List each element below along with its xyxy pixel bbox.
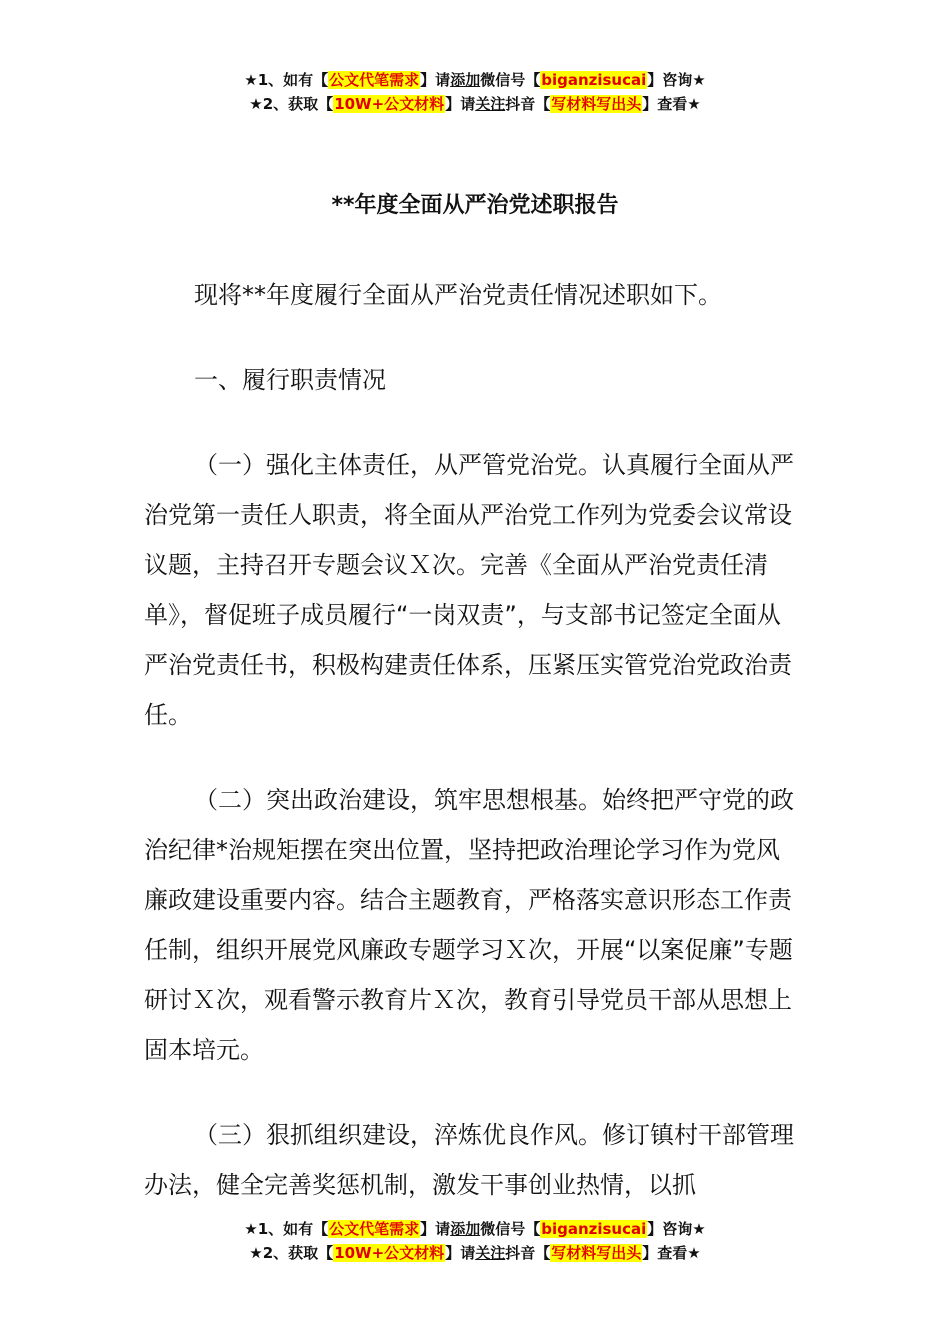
banner-text: 】请: [420, 71, 451, 89]
banner-text: 】请: [445, 95, 476, 113]
banner-highlight: 10W+公文材料: [334, 95, 445, 113]
banner-douyin-name: 写材料写出头: [551, 1244, 642, 1262]
section-heading: [144, 355, 800, 405]
paragraph-1: [144, 440, 800, 740]
banner-line-2: [0, 92, 950, 116]
banner-text: 】咨询★: [647, 71, 706, 89]
banner-highlight: 10W+公文材料: [334, 1244, 445, 1262]
paragraph-2: [144, 775, 800, 1075]
banner-text: 抖音【: [505, 95, 551, 113]
banner-underline: 关注: [475, 95, 506, 113]
banner-text: 】请: [445, 1244, 476, 1262]
paragraph-2-text: （二）突出政治建设，筑牢思想根基。始终把严守党的政治纪律*治规矩摆在突出位置，坚持把政治理论学习作为党风廉政建设重要内容。结合主题教育，严格落实意识形态工作责任制，组织开展党风廉政专题学习Ｘ次，开展“以案促廉”专题研讨Ｘ次，观看警示教育片Ｘ次，教育引导党员干部从思想上固本培元。: [144, 786, 794, 1064]
banner-text: 】请: [420, 1220, 451, 1238]
banner-underline: 关注: [475, 1244, 506, 1262]
banner-text: ★2、获取【: [249, 95, 334, 113]
intro-text: 现将**年度履行全面从严治党责任情况述职如下。: [194, 281, 722, 309]
banner-highlight: 公文代笔需求: [329, 1220, 420, 1238]
banner-wechat-id: biganzisucai: [541, 71, 647, 89]
footer-banner: [0, 1217, 950, 1265]
section-heading-text: 一、履行职责情况: [194, 366, 386, 394]
banner-text: 微信号【: [480, 1220, 541, 1238]
paragraph-3: [144, 1110, 800, 1210]
intro-paragraph: [144, 270, 800, 320]
banner-douyin-name: 写材料写出头: [551, 95, 642, 113]
banner-wechat-id: biganzisucai: [541, 1220, 647, 1238]
paragraph-1-text: （一）强化主体责任，从严管党治党。认真履行全面从严治党第一责任人职责，将全面从严治党工作列为党委会议常设议题，主持召开专题会议Ｘ次。完善《全面从严治党责任清单》，督促班子成员履行“一岗双责”，与支部书记签定全面从严治党责任书，积极构建责任体系，压紧压实管党治党政治责任。: [144, 451, 794, 729]
banner-text: ★2、获取【: [249, 1244, 334, 1262]
paragraph-3-text: （三）狠抓组织建设，淬炼优良作风。修订镇村干部管理办法，健全完善奖惩机制，激发干事创业热情，以抓: [144, 1121, 794, 1199]
banner-highlight: 公文代笔需求: [329, 71, 420, 89]
banner-line-1: [0, 1217, 950, 1241]
banner-underline: 添加: [450, 71, 481, 89]
banner-underline: 添加: [450, 1220, 481, 1238]
banner-text: ★1、如有【: [244, 71, 329, 89]
banner-text: ★1、如有【: [244, 1220, 329, 1238]
banner-text: 抖音【: [505, 1244, 551, 1262]
banner-text: 微信号【: [480, 71, 541, 89]
banner-line-2: [0, 1241, 950, 1265]
banner-text: 】咨询★: [647, 1220, 706, 1238]
document-title: **年度全面从严治党述职报告: [331, 193, 619, 218]
header-banner: [0, 68, 950, 116]
banner-text: 】查看★: [642, 95, 701, 113]
banner-line-1: [0, 68, 950, 92]
banner-text: 】查看★: [642, 1244, 701, 1262]
